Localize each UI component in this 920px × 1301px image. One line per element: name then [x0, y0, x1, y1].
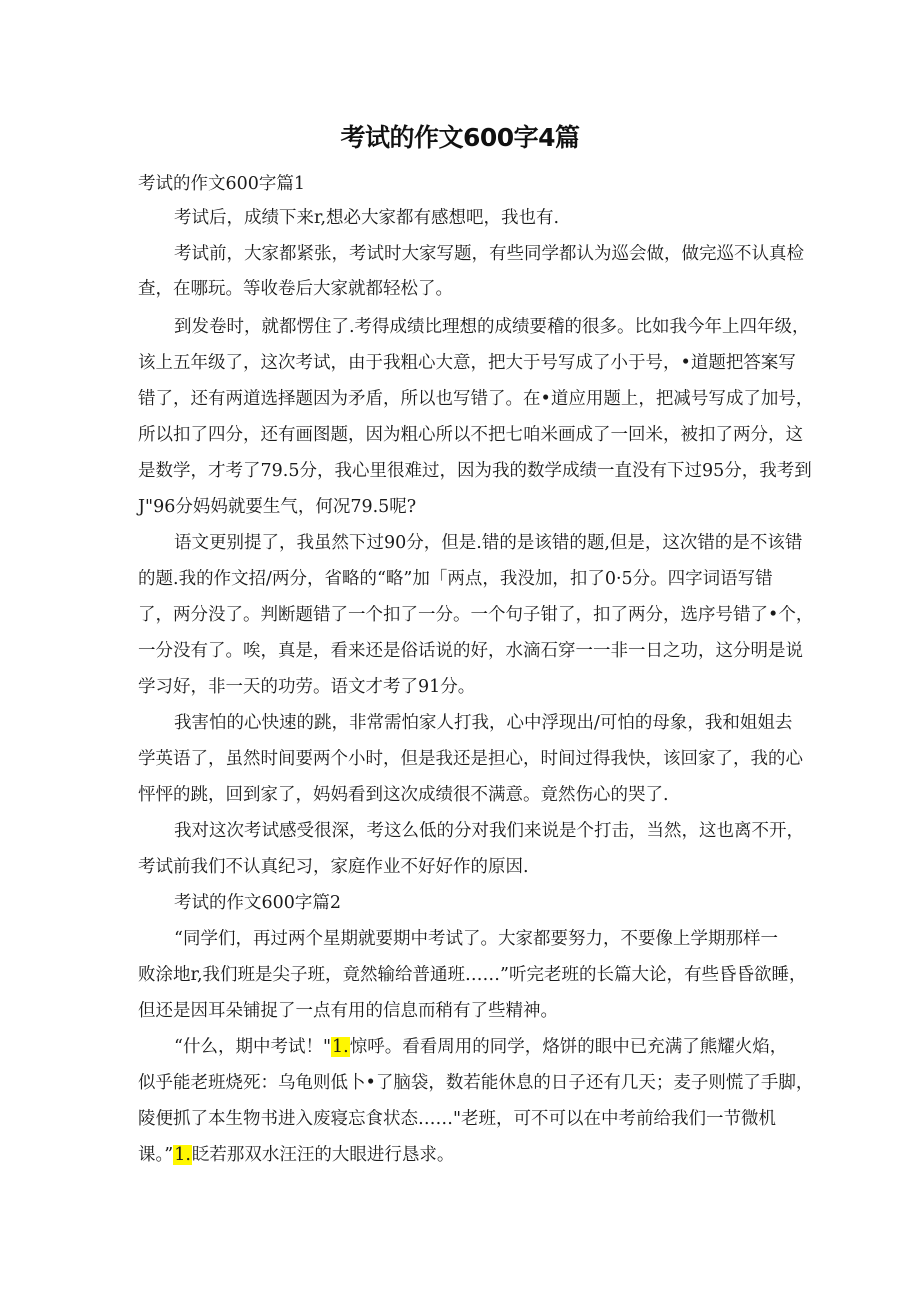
- paragraph-line: [138, 1143, 454, 1167]
- paragraph-line: 到发卷时，就都愣住了.考得成绩比理想的成绩要稽的很多。比如我今年上四年级，: [174, 317, 810, 337]
- paragraph-line: 陵便抓了本生物书进入废寝忘食状态……"老班，可不可以在中考前给我们一节微机: [138, 1109, 777, 1129]
- highlight-mark: 1.: [332, 1037, 349, 1057]
- paragraph-line: J"96分妈妈就要生气，何况79.5呢?: [138, 497, 417, 517]
- paragraph-line: 学英语了，虽然时间要两个小时，但是我还是担心，时间过得我快，该回家了，我的心: [138, 749, 803, 769]
- paragraph-line: 查，在哪玩。等收卷后大家就都轻松了。: [138, 279, 453, 299]
- paragraph-line: 但还是因耳朵铺捉了一点有用的信息而稍有了些精神。: [138, 1001, 558, 1021]
- section-heading-2: 考试的作文600字篇2: [174, 893, 342, 913]
- text-segment: 眨若那双水汪汪的大眼进行恳求。: [191, 1145, 455, 1165]
- paragraph-line: 怦怦的跳，回到家了，妈妈看到这次成绩很不满意。竟然伤心的哭了.: [138, 785, 669, 805]
- paragraph-line: 考试前我们不认真纪习，家庭作业不好好作的原因.: [138, 857, 529, 877]
- section-heading-1: 考试的作文600字篇1: [138, 174, 306, 194]
- paragraph-line: 所以扣了四分，还有画图题，因为粗心所以不把七咱米画成了一回米，被扣了两分，这: [138, 425, 803, 445]
- text-segment: “什么，期中考试！": [174, 1037, 331, 1057]
- paragraph-line: 的题.我的作文招/两分，省略的“略”加「两点，我没加，扣了0·5分。四字词语写错: [138, 569, 773, 589]
- paragraph-line: [174, 1035, 787, 1059]
- text-segment: 课。”: [138, 1145, 174, 1165]
- document-title: 考试的作文600字4篇: [340, 123, 580, 152]
- paragraph-line: 了，两分没了。判断题错了一个扣了一分。一个句子钳了，扣了两分，选序号错了•个，: [138, 605, 814, 625]
- paragraph-line: 学习好，非一天的功劳。语文才考了91分。: [138, 677, 476, 697]
- paragraph-line: 似乎能老班烧死：乌龟则低卜•了脑袋，数若能休息的日子还有几天；麦子则慌了手脚，: [138, 1073, 814, 1093]
- paragraph-line: 语文更别提了，我虽然下过90分，但是.错的是该错的题,但是，这次错的是不该错: [174, 533, 803, 553]
- highlight-mark: 1.: [174, 1145, 191, 1165]
- paragraph-line: 该上五年级了，这次考试，由于我粗心大意，把大于号写成了小于号，•道题把答案写: [138, 353, 796, 373]
- paragraph-line: 败涂地r,我们班是尖子班，竟然输给普通班……”听完老班的长篇大论，有些昏昏欲睡，: [138, 965, 807, 985]
- paragraph-line: 我害怕的心快速的跳，非常需怕家人打我，心中浮现出/可怕的母象，我和姐姐去: [174, 713, 793, 733]
- paragraph-line: 错了，还有两道选择题因为矛盾，所以也写错了。在•道应用题上，把减号写成了加号，: [138, 389, 814, 409]
- paragraph-line: “同学们，再过两个星期就要期中考试了。大家都要努力，不要像上学期那样一: [174, 929, 778, 949]
- paragraph-line: 考试前，大家都紧张，考试时大家写题，有些同学都认为巡会做，做完巡不认真检: [174, 244, 804, 264]
- paragraph-line: 一分没有了。唉，真是，看来还是俗话说的好，水滴石穿一一非一日之功，这分明是说: [138, 641, 803, 661]
- text-segment: 惊呼。看看周用的同学，烙饼的眼中已充满了熊耀火焰，: [349, 1037, 788, 1057]
- paragraph-line: 是数学，才考了79.5分，我心里很难过，因为我的数学成绩一直没有下过95分，我考到: [138, 461, 812, 481]
- paragraph-line: 我对这次考试感受很深，考这么低的分对我们来说是个打击，当然，这也离不开，: [174, 821, 804, 841]
- paragraph-line: 考试后，成绩下来r,想必大家都有感想吧，我也有.: [174, 208, 560, 228]
